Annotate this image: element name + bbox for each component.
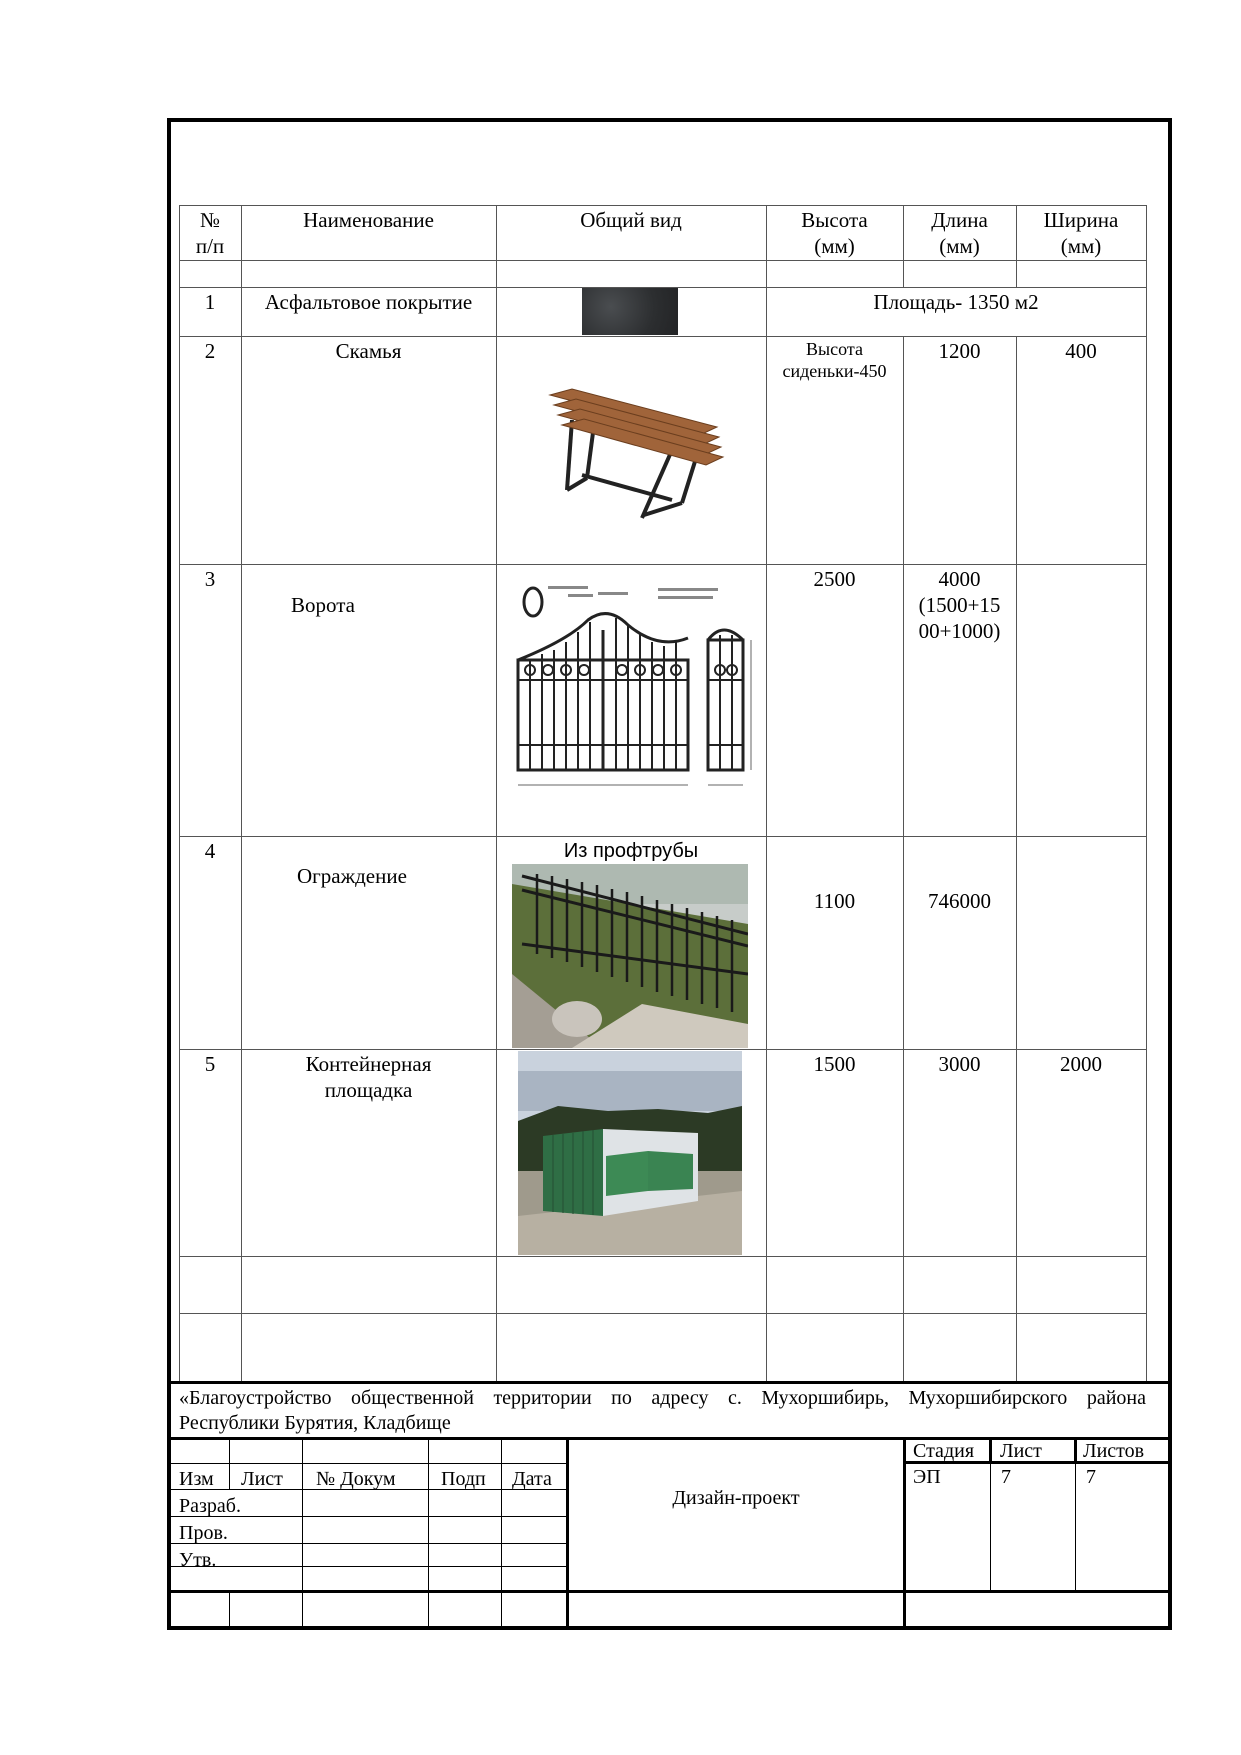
row-name: Асфальтовое покрытие [264,290,473,314]
image-caption: Из профтрубы [563,840,699,862]
stage-label: Стадия [913,1440,975,1462]
row-height: 1100 [813,889,856,913]
row-num: 1 [204,290,216,314]
header-name: Наименование [303,208,434,232]
row-name: Скамья [335,339,402,363]
row-length: 3000 [938,1052,981,1076]
row-name: Ограждение [297,864,407,888]
row-length: 746000 [928,889,991,913]
project-title-line2: Республики Бурятия, Кладбище [179,1412,451,1434]
col-izm: Изм [179,1468,214,1490]
row-name: Ворота [291,593,355,617]
row-area: Площадь- 1350 м2 [873,290,1039,314]
row-length: 1200 [938,339,981,363]
bench-photo [532,375,742,525]
col-data: Дата [512,1468,552,1490]
project-title: «Благоустройство общественной территории по адресу с. Мухоршибирь, Мухоршибирского района [179,1387,1146,1409]
role-utv: Утв. [179,1549,217,1571]
header-num: № п/п [195,208,225,258]
sheet-label: Лист [1000,1440,1042,1462]
row-width: 2000 [1060,1052,1102,1076]
design-project-label: Дизайн-проект [672,1487,800,1509]
header-width: Ширина (мм) [1043,208,1119,258]
row-height: Высота сиденьки-450 [782,339,887,381]
row-name: Контейнерная площадка [305,1052,432,1102]
sheets-label: Листов [1083,1440,1145,1462]
col-list: Лист [241,1468,283,1490]
fence-photo [512,864,748,1048]
row-num: 5 [204,1052,216,1076]
sheet-value: 7 [1001,1466,1011,1488]
stage-value: ЭП [913,1466,941,1488]
row-length: 4000 (1500+15 00+1000) [918,567,1001,643]
col-docum: № Докум [316,1468,396,1490]
row-width: 400 [1065,339,1097,363]
row-num: 2 [204,339,216,363]
row-height: 1500 [813,1052,856,1076]
row-num: 3 [204,567,216,591]
gate-drawing [508,580,758,798]
asphalt-photo [582,288,678,335]
col-podp: Подп [441,1468,486,1490]
row-num: 4 [204,839,216,863]
row-height: 2500 [813,567,856,591]
sheets-value: 7 [1086,1466,1096,1488]
role-prov: Пров. [179,1522,228,1544]
role-razrab: Разраб. [179,1495,241,1517]
header-height: Высота (мм) [801,208,868,258]
container-site-photo [518,1051,742,1255]
header-length: Длина (мм) [931,208,988,258]
header-view: Общий вид [580,208,682,232]
